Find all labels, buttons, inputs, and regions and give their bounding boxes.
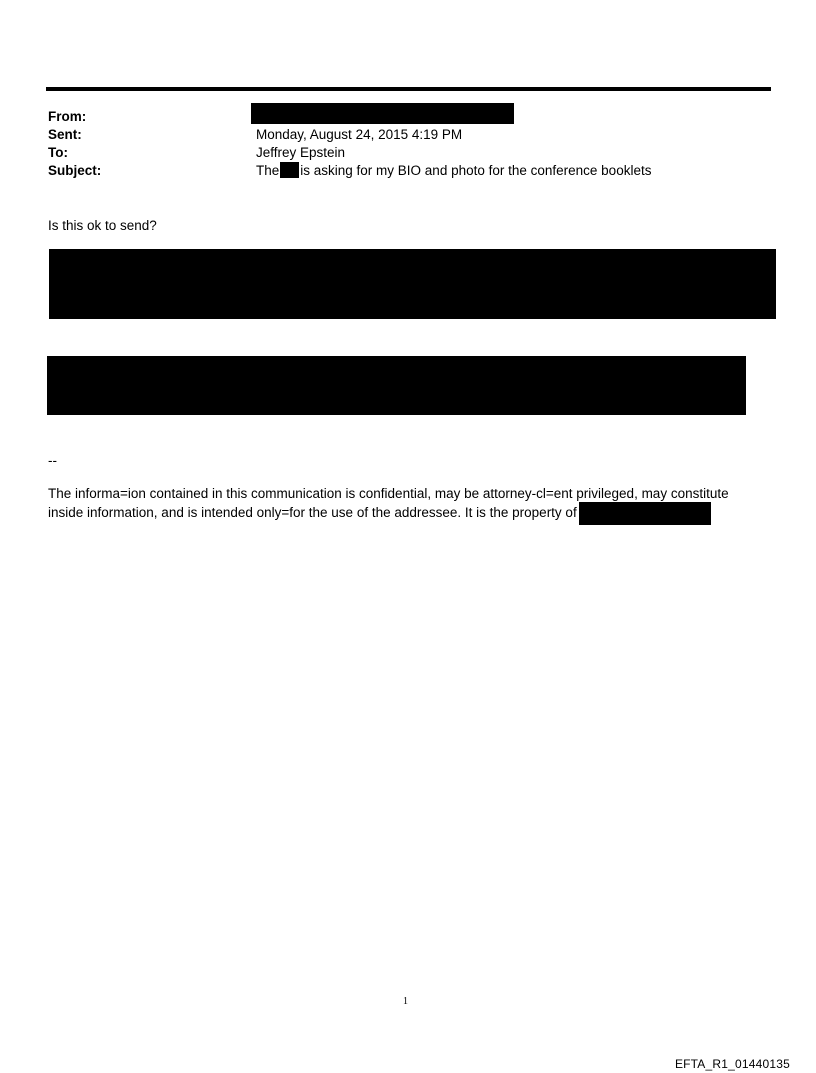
disclaimer-line-2: inside information, and is intended only=for the use of the addressee. It is the property of xyxy=(48,505,577,520)
confidentiality-disclaimer xyxy=(48,485,768,525)
disclaimer-line-1: The informa=ion contained in this communication is confidential, may be attorney-cl=ent privileged, may constitute xyxy=(48,486,729,501)
header-divider-rule xyxy=(46,87,771,91)
sent-label: Sent: xyxy=(48,127,82,142)
document-id: EFTA_R1_01440135 xyxy=(674,1057,790,1071)
subject-value xyxy=(256,162,651,179)
page-number: 1 xyxy=(403,996,408,1007)
to-label: To: xyxy=(48,145,68,160)
subject-redaction xyxy=(280,162,299,178)
disclaimer-line-2-wrap xyxy=(48,502,768,525)
subject-text-start: The xyxy=(256,163,280,178)
sent-value: Monday, August 24, 2015 4:19 PM xyxy=(256,127,463,142)
body-redaction-block-2 xyxy=(47,356,746,415)
from-value-redaction xyxy=(251,103,514,124)
to-value: Jeffrey Epstein xyxy=(256,145,346,160)
body-redaction-block-1 xyxy=(49,249,776,319)
body-question: Is this ok to send? xyxy=(48,218,157,233)
disclaimer-redaction xyxy=(579,502,711,525)
subject-label: Subject: xyxy=(48,163,102,178)
subject-text-end: is asking for my BIO and photo for the conference booklets xyxy=(300,163,652,178)
signature-separator: -- xyxy=(48,453,57,468)
from-label: From: xyxy=(48,109,87,124)
